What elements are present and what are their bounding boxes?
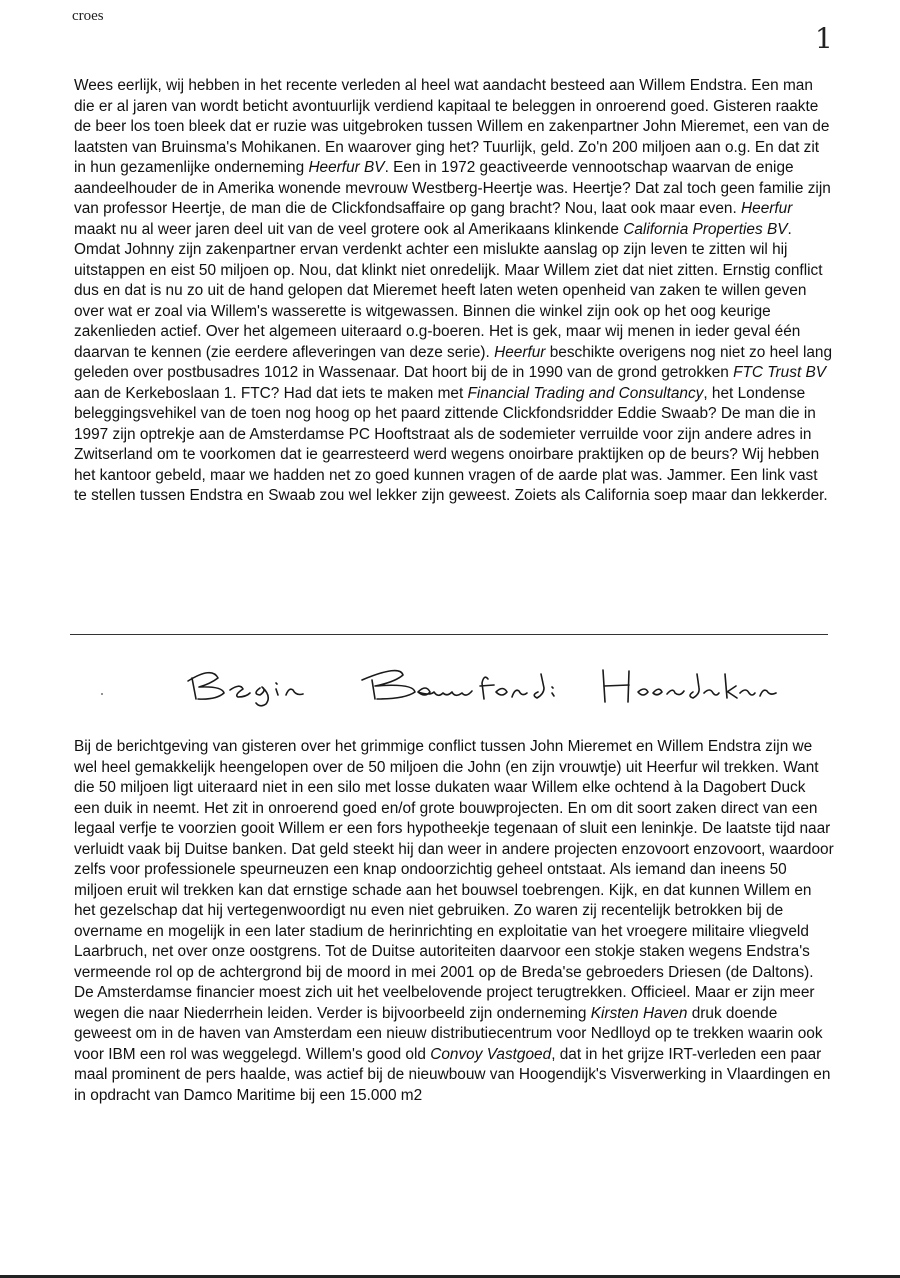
article-paragraph-1 <box>74 76 834 507</box>
handwritten-heading-drawing <box>100 652 800 708</box>
text-run: , het Londense beleggingsvehikel van de toen nog hoog op het paard zittende Clickfondsridder Eddie Swaab? De man die in 1997 zijn optrekje aan de Amsterdamse PC Hooftstraat als de sodemieter verruilde voor zijn andere adres in Zwitserland om te voorkomen dat ie gearresteerd werd wegens onoirbare praktijken op de beurs? Wij hebben het kantoor gebeld, maar we hadden net zo goed kunnen vragen of de aarde plat was. Jammer. Een link vast te stellen tussen Endstra en Swaab zou wel lekker zijn geweest. Zoiets als California soep maar dan lekkerder. <box>74 384 828 504</box>
italic-phrase: Convoy Vastgoed <box>430 1045 552 1063</box>
italic-phrase: Heerfur BV <box>308 159 385 176</box>
text-run: maakt nu al weer jaren deel uit van de veel grotere ook al Amerikaans klinkende <box>74 220 624 238</box>
text-run: . Omdat Johnny zijn zakenpartner ervan verdenkt achter een mislukte aanslag op zijn leven te zitten wil hij uitstappen en eist 50 miljoen op. Nou, dat klinkt niet onredelijk. Maar Willem ziet dat niet zitten. Ernstig conflict dus en dat is nu zo uit de hand gelopen dat Mieremet heeft laten weten openheid van zaken te willen geven over wat er zoal via Willem's wasserette is witgewassen. Binnen die winkel zijn ook op het oog keurige zakenlieden actief. Over het algemeen uiteraard o.g-boeren. Het is gek, maar wij menen in ieder geval één daarvan te kennen (zie eerdere afleveringen van deze serie). <box>74 220 823 361</box>
document-header-label: croes <box>72 8 104 24</box>
italic-phrase: FTC Trust BV <box>733 364 827 381</box>
italic-phrase: Heerfur <box>494 343 546 361</box>
page-number: 1 <box>815 22 833 55</box>
text-run: druk doende geweest om in de haven van Amsterdam een nieuw distributiecentrum voor Nedlloyd op te trekken waarin ook voor IBM een rol was weggelegd. Willem's good old <box>74 1004 823 1063</box>
italic-phrase: Financial Trading and Consultancy <box>467 384 704 402</box>
paragraph-text <box>74 76 834 507</box>
text-run: . Een in 1972 geactiveerde vennootschap waarvan de enige aandeelhouder de in Amerika wonende mevrouw Westberg-Heertje was. Heertje? Dat zal toch geen familie zijn van professor Heertje, de man die de Clickfondsaffaire op gang bracht? Nou, laat ook maar even. <box>74 159 831 217</box>
text-run: Wees eerlijk, wij hebben in het recente verleden al heel wat aandacht besteed aan Willem Endstra. Een man die er al jaren van wordt beticht avontuurlijk verdiend kapitaal te beleggen in onroerend goed. Gisteren raakte de beer los toen bleek dat er ruzie was uitgebroken tussen Willem en zakenpartner John Mieremet, een van de laatsten van Bruinsma's Mohikanen. En waarover ging het? Tuurlijk, geld. Zo'n 200 miljoen aan o.g. En dat zit in hun gezamenlijke onderneming <box>74 77 830 176</box>
text-run: aan de Kerkeboslaan 1. FTC? Had dat iets te maken met <box>74 384 468 402</box>
italic-phrase: California Properties BV <box>623 220 788 238</box>
text-run: Bij de berichtgeving van gisteren over het grimmige conflict tussen John Mieremet en Willem Endstra zijn we wel heel gemakkelijk heengelopen over de 50 miljoen die John (en zijn vrouwtje) uit Heerfur wil trekken. Want die 50 miljoen ligt uiteraard niet in een silo met losse dukaten waar Willem elke ochtend à la Dagobert Duck een duik in neemt. Het zit in onroerend goed en/of grote bouwprojecten. En om dit soort zaken direct van een legaal verfje te voorzien gooit Willem er een fors hypotheekje tegenaan of sluit een leninkje. De laatste tijd naar verluidt vaak bij Duitse banken. Dat geld steekt hij dan weer in andere projecten enzovoort enzovoort, waardoor zelfs voor professionele speurneuzen een knap ondoorzichtig geheel ontstaat. Als iemand dan ineens 50 miljoen eruit wil trekken kan dat ernstige schade aan het bouwsel toebrengen. Kijk, en dat kunnen Willem en het gezelschap dat hij vertegenwoordigt nu even niet gebruiken. Zo waren zij recentelijk betrokken bij de overname en mogelijk in een later stadium de herinrichting en exploitatie van het vroegere militaire vliegveld Laarbruch, net over onze oostgrens. Tot de Duitse autoriteiten daarvoor een stokje staken wegens Endstra's vermeende rol op de achtergrond bij de moord in mei 2001 op de Breda'se gebroeders Driesen (de Daltons). De Amsterdamse financier moest zich uit het veelbelovende project terugtrekken. Officieel. Maar er zijn meer wegen die naar Niederrhein leiden. Verder is bijvoorbeeld zijn onderneming <box>74 738 834 1022</box>
text-run: beschikte overigens nog niet zo heel lang geleden over postbusadres 1012 in Wassenaar. Dat hoort bij de in 1990 van de grond getrokken <box>74 343 833 381</box>
paragraph-text <box>74 737 834 1106</box>
italic-phrase: Heerfur <box>741 200 793 217</box>
handwritten-heading <box>100 652 800 708</box>
section-divider <box>70 634 828 635</box>
italic-phrase: Kirsten Haven <box>590 1004 688 1022</box>
text-run: , dat in het grijze IRT-verleden een paar maal prominent de pers haalde, was actief bij de nieuwbouw van Hoogendijk's Visverwerking in Vlaardingen en in opdracht van Damco Maritime bij een 15.000 m2 <box>74 1045 831 1104</box>
article-paragraph-2 <box>74 737 834 1106</box>
